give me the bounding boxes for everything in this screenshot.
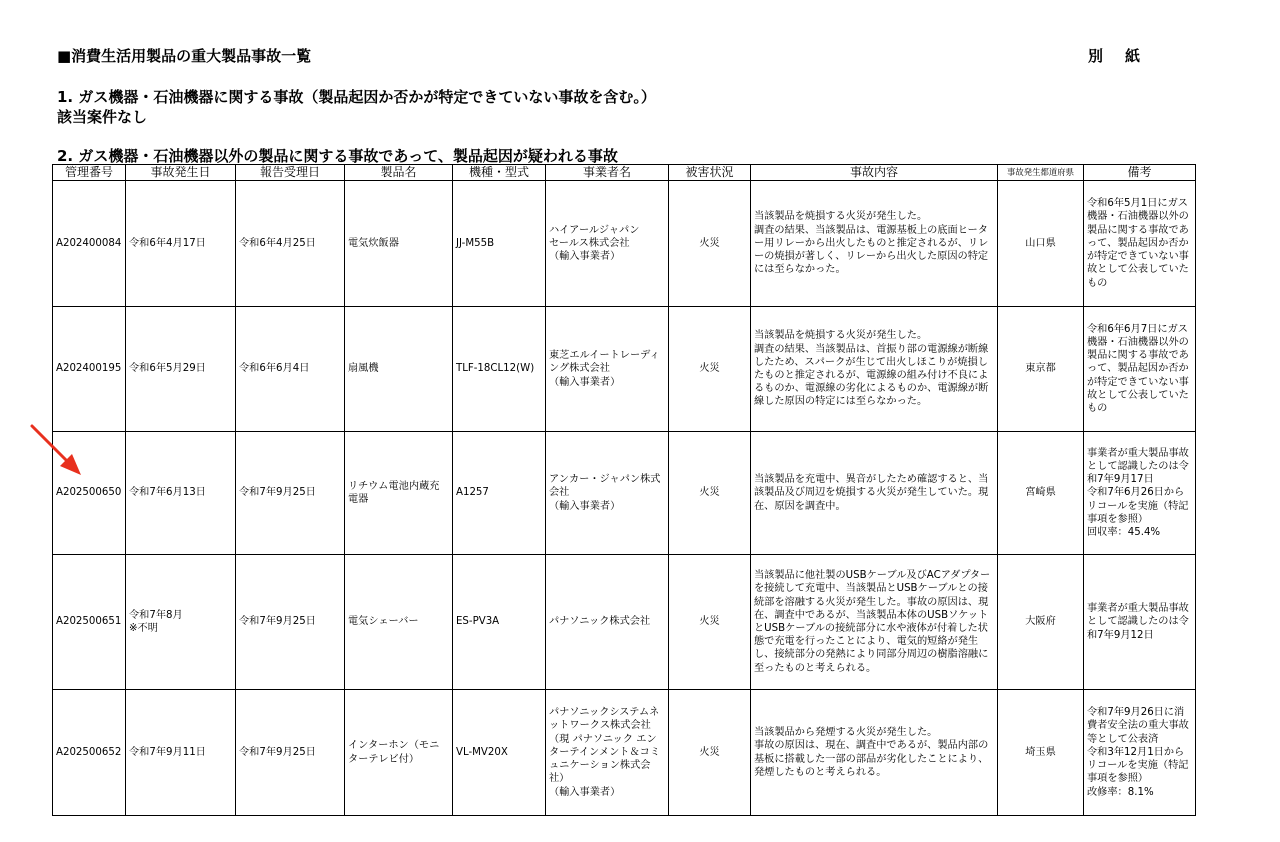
- cell-occurred: 令和6年4月17日: [126, 181, 236, 307]
- cell-product: 電気シェーバー: [345, 555, 453, 690]
- cell-reported: 令和6年6月4日: [236, 307, 345, 432]
- header-occurred: 事故発生日: [126, 165, 236, 181]
- cell-company: 東芝エルイートレーディング株式会社 （輸入事業者）: [546, 307, 669, 432]
- cell-content: 当該製品に他社製のUSBケーブル及びACアダプターを接続して充電中、当該製品とUSBケーブルとの接続部を溶融する火災が発生した。事故の原因は、現在、調査中であるが、当該製品本体のUSBソケットとUSBケーブルの接続部分に水や液体が付着した状態で充電を行ったことにより、電気的短絡が発生し、接続部分の発熱により同部分周辺の樹脂溶融に至ったものと考えられる。: [751, 555, 998, 690]
- cell-company: アンカー・ジャパン株式会社 （輸入事業者）: [546, 432, 669, 555]
- cell-occurred: 令和7年6月13日: [126, 432, 236, 555]
- cell-id: A202400084: [53, 181, 126, 307]
- table-header-row: [53, 165, 1196, 181]
- cell-remarks: 令和6年6月7日にガス機器・石油機器以外の製品に関する事故であって、製品起因か否かが特定できていない事故として公表していたもの: [1084, 307, 1196, 432]
- cell-model: TLF-18CL12(W): [453, 307, 546, 432]
- cell-occurred: 令和7年8月 ※不明: [126, 555, 236, 690]
- header-remarks: 備考: [1084, 165, 1196, 181]
- cell-id: A202500651: [53, 555, 126, 690]
- cell-remarks: 令和7年9月26日に消費者安全法の重大事故等として公表済 令和3年12月1日からリコールを実施（特記事項を参照） 改修率：8.1%: [1084, 690, 1196, 816]
- cell-content: 当該製品を焼損する火災が発生した。 調査の結果、当該製品は、電源基板上の底面ヒーター用リレーから出火したものと推定されるが、リレーの焼損が著しく、リレーから出火した原因の特定には至らなかった。: [751, 181, 998, 307]
- header-reported: 報告受理日: [236, 165, 345, 181]
- header-content: 事故内容: [751, 165, 998, 181]
- cell-content: 当該製品を充電中、異音がしたため確認すると、当該製品及び周辺を焼損する火災が発生していた。現在、原因を調査中。: [751, 432, 998, 555]
- cell-prefecture: 東京都: [998, 307, 1084, 432]
- cell-product: 電気炊飯器: [345, 181, 453, 307]
- cell-reported: 令和7年9月25日: [236, 690, 345, 816]
- header-id: 管理番号: [53, 165, 126, 181]
- cell-content: 当該製品を焼損する火災が発生した。 調査の結果、当該製品は、首振り部の電源線が断線したため、スパークが生じて出火しほこりが焼損したものと推定されるが、電源線の組み付け不良によるものか、電源線の劣化によるものか、電源線が断線した原因の特定には至らなかった。: [751, 307, 998, 432]
- cell-reported: 令和6年4月25日: [236, 181, 345, 307]
- header-company: 事業者名: [546, 165, 669, 181]
- table-row: [53, 690, 1196, 816]
- cell-reported: 令和7年9月25日: [236, 432, 345, 555]
- cell-product: インターホン（モニターテレビ付）: [345, 690, 453, 816]
- header-product: 製品名: [345, 165, 453, 181]
- table-row: [53, 307, 1196, 432]
- cell-model: JJ-M55B: [453, 181, 546, 307]
- cell-remarks: 令和6年5月1日にガス機器・石油機器以外の製品に関する事故であって、製品起因か否かが特定できていない事故として公表していたもの: [1084, 181, 1196, 307]
- cell-damage: 火災: [669, 690, 751, 816]
- cell-model: ES-PV3A: [453, 555, 546, 690]
- section1-none-text: 該当案件なし: [57, 108, 148, 126]
- cell-product: リチウム電池内蔵充電器: [345, 432, 453, 555]
- section1-heading: 1. ガス機器・石油機器に関する事故（製品起因か否かが特定できていない事故を含む。）: [57, 88, 656, 106]
- cell-damage: 火災: [669, 555, 751, 690]
- table-row: [53, 181, 1196, 307]
- header-damage: 被害状況: [669, 165, 751, 181]
- cell-remarks: 事業者が重大製品事故として認識したのは令和7年9月17日 令和7年6月26日からリコールを実施（特記事項を参照） 回収率：45.4%: [1084, 432, 1196, 555]
- cell-content: 当該製品から発煙する火災が発生した。 事故の原因は、現在、調査中であるが、製品内部の基板に搭載した一部の部品が劣化したことにより、発煙したものと考えられる。: [751, 690, 998, 816]
- cell-id: A202500652: [53, 690, 126, 816]
- cell-id: A202500650: [53, 432, 126, 555]
- cell-damage: 火災: [669, 307, 751, 432]
- cell-remarks: 事業者が重大製品事故として認識したのは令和7年9月12日: [1084, 555, 1196, 690]
- section2-heading: 2. ガス機器・石油機器以外の製品に関する事故であって、製品起因が疑われる事故: [57, 147, 618, 165]
- cell-occurred: 令和6年5月29日: [126, 307, 236, 432]
- header-prefecture: 事故発生都道府県: [998, 165, 1084, 181]
- cell-prefecture: 大阪府: [998, 555, 1084, 690]
- cell-occurred: 令和7年9月11日: [126, 690, 236, 816]
- cell-product: 扇風機: [345, 307, 453, 432]
- header-model: 機種・型式: [453, 165, 546, 181]
- cell-company: パナソニック株式会社: [546, 555, 669, 690]
- cell-model: A1257: [453, 432, 546, 555]
- cell-id: A202400195: [53, 307, 126, 432]
- cell-reported: 令和7年9月25日: [236, 555, 345, 690]
- cell-damage: 火災: [669, 181, 751, 307]
- cell-company: ハイアールジャパン セールス株式会社 （輸入事業者）: [546, 181, 669, 307]
- table-row: [53, 432, 1196, 555]
- red-arrow-icon: [26, 420, 86, 480]
- cell-model: VL-MV20X: [453, 690, 546, 816]
- table-row: [53, 555, 1196, 690]
- document-title: ■消費生活用製品の重大製品事故一覧: [57, 47, 312, 65]
- cell-company: パナソニックシステムネットワークス株式会社（現 パナソニック エンターテインメント＆コミュニケーション株式会社） （輸入事業者）: [546, 690, 669, 816]
- accident-table: [52, 164, 1196, 816]
- cell-prefecture: 埼玉県: [998, 690, 1084, 816]
- cell-prefecture: 宮崎県: [998, 432, 1084, 555]
- cell-damage: 火災: [669, 432, 751, 555]
- attachment-label: 別紙: [1088, 47, 1163, 65]
- cell-prefecture: 山口県: [998, 181, 1084, 307]
